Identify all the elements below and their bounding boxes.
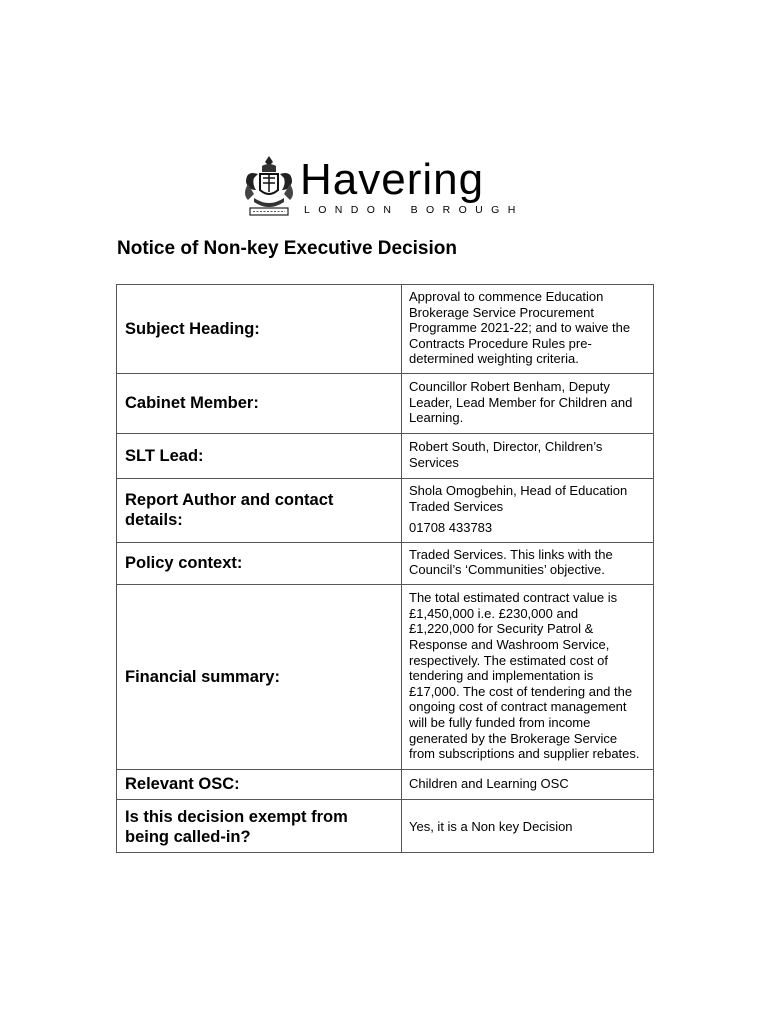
brand-subtitle: LONDON BOROUGH [304,204,524,216]
row-value: Shola Omogbehin, Head of Education Traded Services [409,482,628,514]
decision-details-table [116,284,654,853]
row-label: Relevant OSC: [117,769,402,799]
table-row [117,373,654,433]
row-label: SLT Lead: [117,433,402,478]
table-row [117,433,654,478]
row-value: Children and Learning OSC [402,769,654,799]
havering-logo [240,150,530,222]
row-label: Subject Heading: [117,285,402,374]
row-value: Traded Services. This links with the Council’s ‘Communities’ objective. [402,542,654,584]
borough-crest-icon [240,154,298,218]
table-row [117,584,654,769]
row-value: Approval to commence Education Brokerage Service Procurement Programme 2021-22; and to waive the Contracts Procedure Rules pre-determined weighting criteria. [402,285,654,374]
row-label: Report Author and contact details: [117,478,402,542]
table-row [117,542,654,584]
contact-phone: 01708 433783 [409,520,493,536]
row-label: Cabinet Member: [117,373,402,433]
row-label: Is this decision exempt from being called-in? [117,799,402,852]
row-value: The total estimated contract value is £1,450,000 i.e. £230,000 and £1,220,000 for Security Patrol & Response and Washroom Service, respectively. The estimated cost of tendering and implementation is £17,000. The cost of tendering and the ongoing cost of contract management will be fully funded from income generated by the Brokerage Service from subscriptions and supplier rebates. [402,584,654,769]
row-label: Policy context: [117,542,402,584]
row-value: Robert South, Director, Children’s Services [402,433,654,478]
row-value: Councillor Robert Benham, Deputy Leader, Lead Member for Children and Learning. [402,373,654,433]
table-row [117,799,654,852]
table-row [117,478,654,542]
row-label: Financial summary: [117,584,402,769]
document-title: Notice of Non-key Executive Decision [117,238,457,259]
table-row [117,769,654,799]
row-value: Yes, it is a Non key Decision [402,799,654,852]
brand-wordmark: Havering [300,155,485,204]
row-value-cell [402,478,654,542]
table-row [117,285,654,374]
